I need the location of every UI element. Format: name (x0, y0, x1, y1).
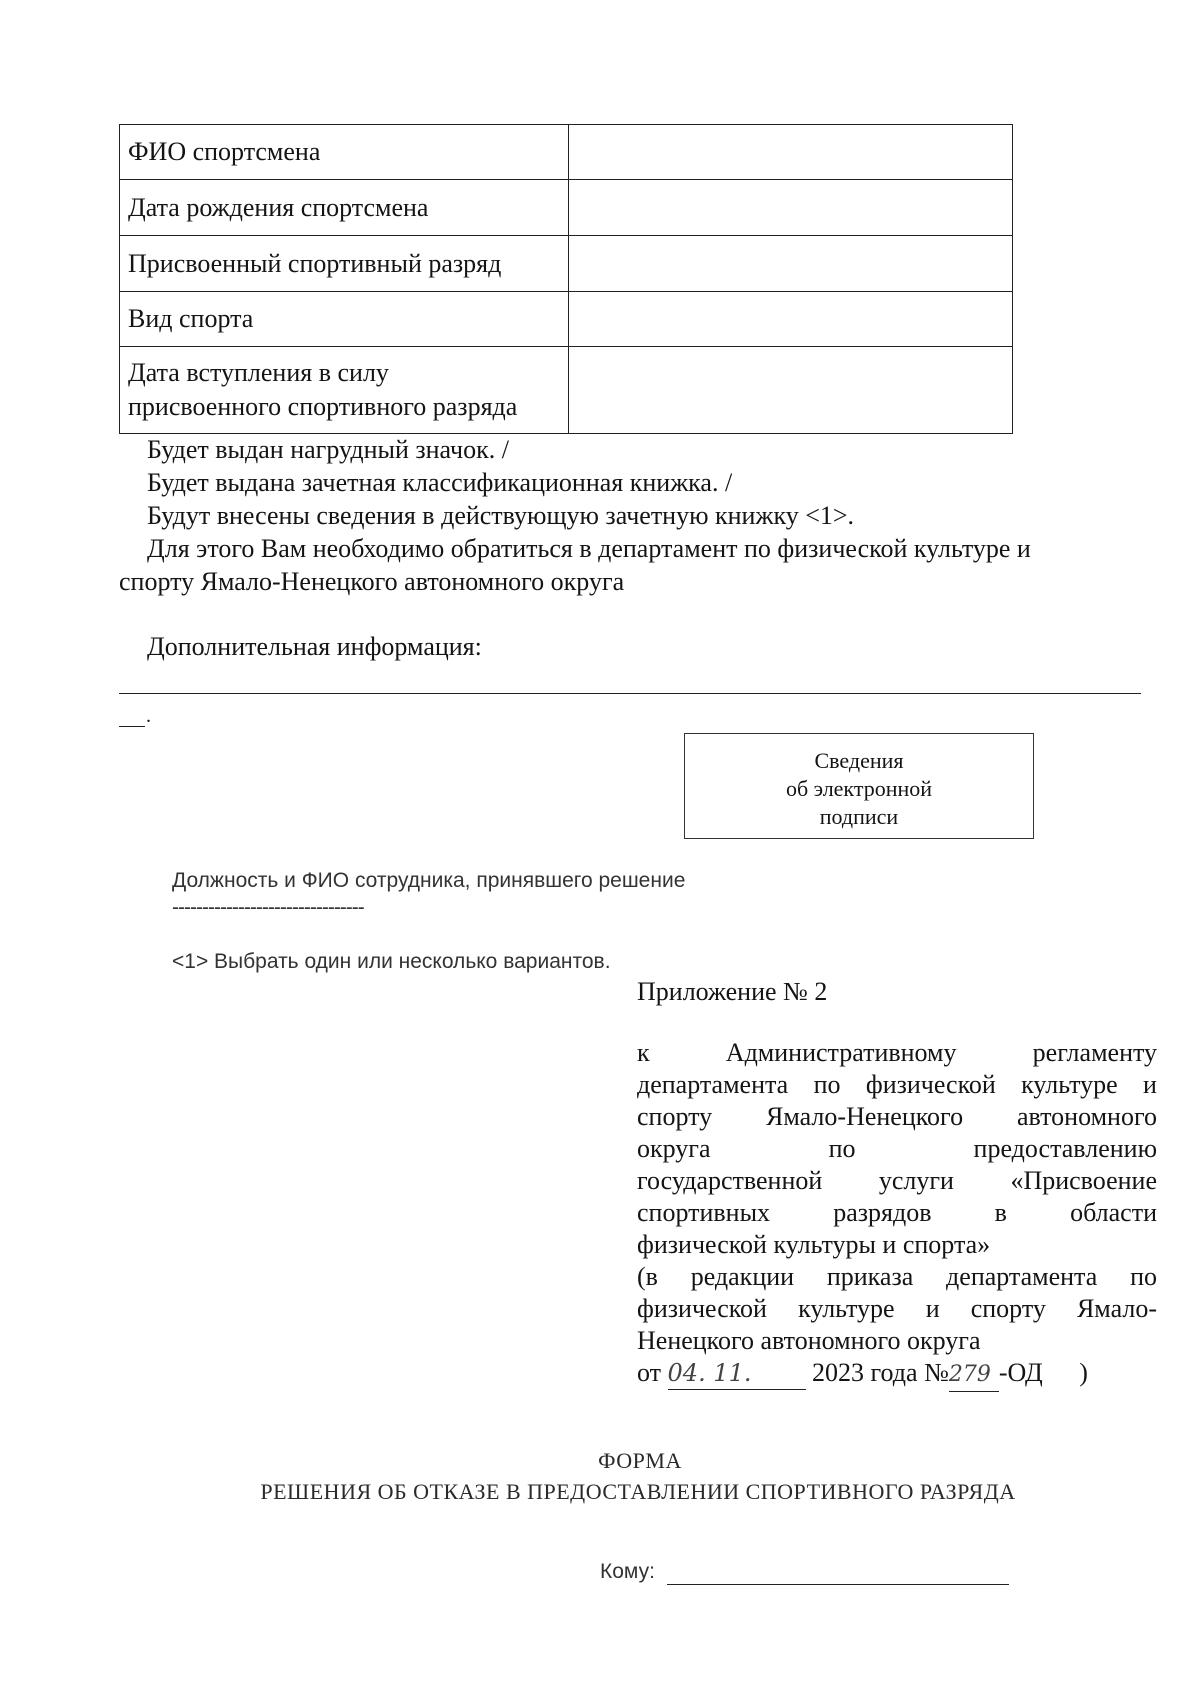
form-title: ФОРМА (598, 1448, 682, 1473)
row-label-athlete-name: ФИО спортсмена (120, 125, 569, 180)
additional-info-label: Дополнительная информация: (147, 632, 482, 661)
appendix-word: физической (865, 1070, 996, 1099)
row-value-birth-date (569, 180, 1013, 236)
appendix-line (637, 1069, 1157, 1101)
instruction-line-1: Для этого Вам необходимо обратиться в департамент по физической культуре и (147, 534, 1031, 563)
appendix-word: государственной (637, 1166, 823, 1195)
appendix-line (637, 1101, 1157, 1133)
appendix-word: области (1070, 1198, 1157, 1227)
table-row (120, 236, 1013, 292)
appendix-line (637, 1293, 1157, 1325)
trailing-dot: . (146, 705, 151, 727)
appendix-word: Ямало- (1076, 1294, 1157, 1323)
handwritten-date: 04. 11. (668, 1357, 806, 1390)
row-value-rank (569, 236, 1013, 292)
appendix-word: по (828, 1134, 856, 1163)
row-label-birth-date: Дата рождения спортсмена (120, 180, 569, 236)
appendix-line: физической культуры и спорта» (637, 1230, 991, 1259)
appendix-word: в (994, 1198, 1007, 1227)
appendix-date-line (637, 1357, 1157, 1392)
appendix-word: приказа (826, 1262, 914, 1291)
number-suffix: -ОД (998, 1358, 1043, 1387)
row-label-line: присвоенного спортивного разряда (128, 392, 518, 421)
appendix-word: регламенту (1032, 1038, 1157, 1067)
appendix-word: «Присвоение (1010, 1166, 1157, 1195)
handwritten-number: 279 (949, 1359, 999, 1392)
appendix-word: по (813, 1070, 841, 1099)
appendix-word: разрядов (833, 1198, 932, 1227)
recipient-line[interactable] (667, 1584, 1009, 1585)
official-position-label: Должность и ФИО сотрудника, принявшего решение (172, 869, 686, 892)
electronic-signature-box (684, 733, 1034, 839)
appendix-word: спорту (970, 1294, 1046, 1323)
appendix-reference (637, 1037, 1157, 1392)
appendix-word: и (925, 1294, 940, 1323)
appendix-word: культуре (1021, 1070, 1118, 1099)
table-row (120, 180, 1013, 236)
table-row (120, 347, 1013, 434)
appendix-word: округа (637, 1134, 711, 1163)
row-label-effective-date (120, 347, 569, 434)
signature-box-line: подписи (819, 804, 899, 829)
appendix-line (637, 1037, 1157, 1069)
appendix-line (637, 1165, 1157, 1197)
date-prefix: от (637, 1358, 662, 1387)
appendix-word: спорту (637, 1102, 713, 1131)
book-line: Будет выдана зачетная классификационная книжка. / (147, 468, 733, 497)
appendix-word: физической (637, 1294, 767, 1323)
appendix-line (637, 1197, 1157, 1229)
appendix-line: Ненецкого автономного округа (637, 1326, 981, 1355)
appendix-word: департамента (637, 1070, 789, 1099)
additional-info-line (119, 693, 1141, 694)
athlete-info-table (119, 124, 1013, 434)
appendix-word: услуги (878, 1166, 954, 1195)
appendix-word: к (637, 1038, 650, 1067)
signature-box-line: Сведения (814, 748, 904, 773)
row-value-effective-date (569, 347, 1013, 434)
appendix-word: Ямало-Ненецкого (766, 1102, 964, 1131)
close-paren: ) (1079, 1358, 1088, 1387)
appendix-word: редакции (690, 1262, 795, 1291)
appendix-line (637, 1133, 1157, 1165)
row-label-line: Дата вступления в силу (128, 358, 389, 387)
appendix-word: предоставлению (973, 1134, 1157, 1163)
recipient-label: Кому: (600, 1560, 655, 1583)
table-row (120, 125, 1013, 180)
badge-line: Будет выдан нагрудный значок. / (147, 435, 509, 464)
row-value-sport (569, 292, 1013, 347)
appendix-word: спортивных (637, 1198, 771, 1227)
footnote: <1> Выбрать один или несколько вариантов. (172, 950, 611, 973)
row-label-sport: Вид спорта (120, 292, 569, 347)
appendix-title: Приложение № 2 (637, 977, 828, 1006)
appendix-word: по (1130, 1262, 1157, 1291)
additional-info-line-short (119, 726, 145, 727)
year-text: 2023 года № (812, 1358, 949, 1387)
instruction-line-2: спорту Ямало-Ненецкого автономного округа (119, 567, 625, 596)
appendix-word: культуре (798, 1294, 895, 1323)
appendix-word: автономного (1016, 1102, 1157, 1131)
official-dashes: -------------------------------- (172, 896, 364, 919)
form-subtitle: РЕШЕНИЯ ОБ ОТКАЗЕ В ПРЕДОСТАВЛЕНИИ СПОРТИВНОГО РАЗРЯДА (260, 1479, 1016, 1504)
row-label-rank: Присвоенный спортивный разряд (120, 236, 569, 292)
appendix-word: и (1143, 1070, 1157, 1099)
record-line: Будут внесены сведения в действующую зачетную книжку <1>. (147, 501, 855, 530)
appendix-word: Административному (725, 1038, 957, 1067)
appendix-line (637, 1261, 1157, 1293)
appendix-word: департамента (946, 1262, 1098, 1291)
appendix-word: (в (637, 1262, 658, 1291)
table-row (120, 292, 1013, 347)
row-value-athlete-name (569, 125, 1013, 180)
signature-box-line: об электронной (785, 776, 933, 801)
